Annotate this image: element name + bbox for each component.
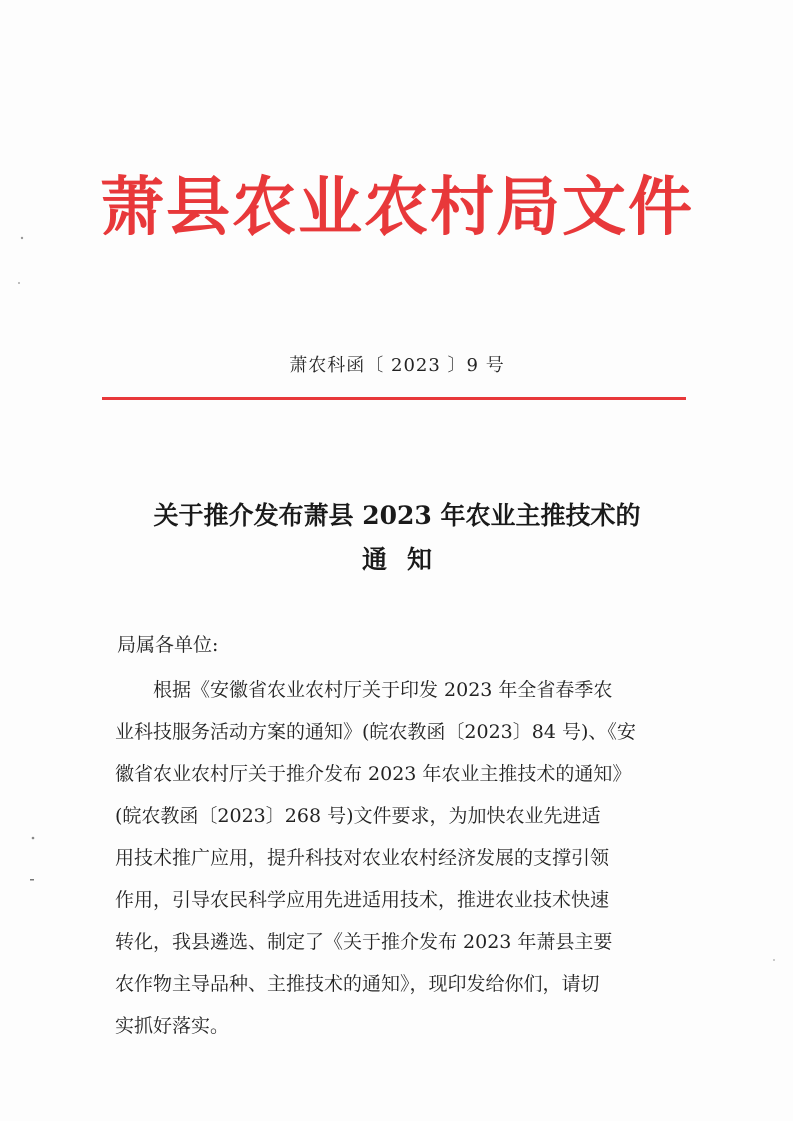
document-number: 萧农科函〔 2023 〕9 号	[289, 355, 505, 376]
body-line: 实抓好落实。	[115, 1015, 230, 1037]
body-line: 农作物主导品种、主推技术的通知》，现印发给你们，请切	[115, 973, 600, 995]
body-line: 徽省农业农村厅关于推介发布 2023 年农业主推技术的通知》	[115, 763, 632, 785]
document-title	[90, 494, 704, 582]
body-line: 转化，我县遴选、制定了《关于推介发布 2023 年萧县主要	[115, 931, 613, 953]
body-line: (皖农教函〔2023〕268 号)文件要求，为加快农业先进适	[115, 805, 601, 827]
red-divider-line	[102, 397, 686, 400]
salutation: 局属各单位:	[117, 634, 219, 656]
body-line: 根据《安徽省农业农村厅关于印发 2023 年全省春季农	[153, 679, 613, 701]
body-line: 用技术推广应用，提升科技对农业农村经济发展的支撑引领	[115, 847, 610, 869]
body-line: 业科技服务活动方案的通知》(皖农教函〔2023〕84 号)、《安	[115, 721, 636, 743]
body-line: 作用，引导农民科学应用先进适用技术，推进农业技术快速	[115, 889, 610, 911]
body-paragraph	[115, 669, 681, 1047]
document-header-title: 萧县农业农村局文件	[100, 170, 694, 245]
document-title-line-1: 关于推介发布萧县 2023 年农业主推技术的	[153, 501, 641, 530]
document-title-line-2: 通知	[361, 545, 452, 574]
